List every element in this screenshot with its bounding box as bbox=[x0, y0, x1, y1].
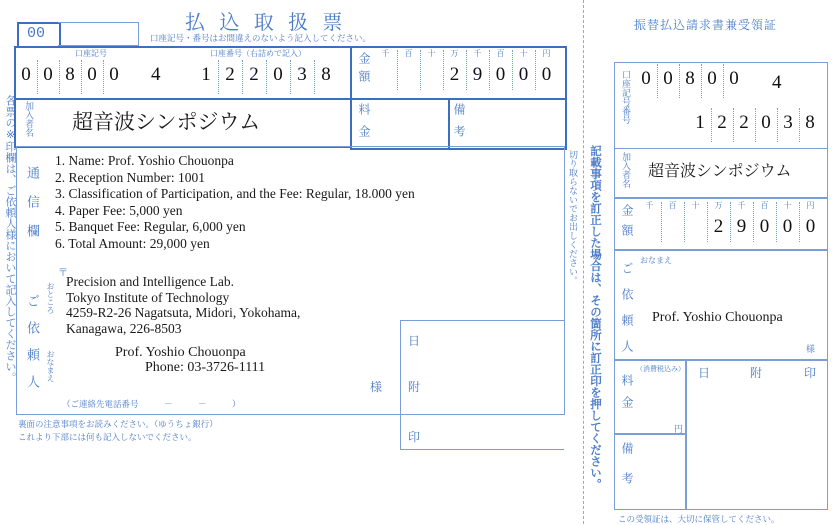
payee-name: 超音波シンポジウム bbox=[72, 110, 261, 134]
message-lines bbox=[55, 153, 415, 252]
amount-digit: 9 bbox=[736, 216, 747, 237]
digit-cell: 3 bbox=[297, 64, 307, 85]
account-number-label: 口座番号（右詰めで記入） bbox=[210, 49, 306, 58]
receipt-fee-label: 料金 bbox=[620, 374, 634, 418]
receipt-honorific: 様 bbox=[806, 345, 816, 355]
footer-notice: 裏面の注意事項をお読みください。（ゆうちょ銀行） bbox=[18, 420, 218, 430]
amount-unit-label: 百 bbox=[760, 201, 769, 210]
address-label: おところ bbox=[46, 282, 55, 314]
code-box[interactable] bbox=[17, 22, 61, 48]
receipt-fee-note: （消費税込み） bbox=[636, 365, 685, 373]
amount-unit-label: 千 bbox=[473, 49, 482, 58]
amount-unit-label: 百 bbox=[668, 201, 677, 210]
requester-phone: Phone: 03-3726-1111 bbox=[145, 360, 266, 375]
correction-notice: 記載事項を訂正した場合は、その箇所に訂正印を押してください。 bbox=[589, 145, 603, 490]
amount-unit-label: 十 bbox=[427, 49, 436, 58]
left-side-notice: 各票の※印欄は、ご依頼人様において記入してください。 bbox=[4, 95, 17, 383]
digit-cell: 0 bbox=[43, 64, 53, 85]
amount-unit-label: 百 bbox=[496, 49, 505, 58]
amount-digit: 2 bbox=[449, 64, 460, 85]
footer-dashed-line bbox=[16, 414, 400, 415]
digit-cell: 1 bbox=[695, 112, 705, 133]
amount-unit-label: 十 bbox=[783, 201, 792, 210]
receipt-title: 振替払込請求書兼受領証 bbox=[634, 18, 778, 32]
text-line: 6. Total Amount: 29,000 yen bbox=[55, 235, 210, 251]
text-line: Tokyo Institute of Technology bbox=[66, 289, 230, 305]
digit-cell: 1 bbox=[201, 64, 211, 85]
remarks-label: 備考 bbox=[452, 103, 466, 147]
amount-digit: 0 bbox=[495, 64, 506, 85]
text-line: 1. Name: Prof. Yoshio Chouonpa bbox=[55, 153, 234, 168]
text-line: Kanagawa, 226-8503 bbox=[66, 320, 182, 336]
amount-unit-label: 万 bbox=[714, 201, 723, 210]
amount-label: 金額 bbox=[357, 52, 371, 88]
perforation-line bbox=[583, 0, 584, 524]
digit-cell: 8 bbox=[685, 68, 695, 89]
amount-unit-label: 十 bbox=[691, 201, 700, 210]
digit-cell: 2 bbox=[717, 112, 727, 133]
amount-unit-label: 十 bbox=[519, 49, 528, 58]
receipt-date-stamp-box bbox=[686, 360, 828, 510]
digit-cell: 0 bbox=[87, 64, 97, 85]
amount-unit-label: 円 bbox=[806, 201, 815, 210]
digit-cell: 3 bbox=[783, 112, 793, 133]
date-stamp-attach: 附 bbox=[408, 380, 421, 394]
receipt-payee-label: 加入者名 bbox=[620, 152, 630, 188]
amount-digit: 2 bbox=[713, 216, 724, 237]
digit-cell: 0 bbox=[21, 64, 31, 85]
amount-unit-label: 百 bbox=[404, 49, 413, 58]
digit-cell: 0 bbox=[761, 112, 771, 133]
name-label: おなまえ bbox=[46, 350, 55, 382]
amount-unit-label: 円 bbox=[542, 49, 551, 58]
code-box-extension bbox=[58, 22, 139, 46]
address-lines bbox=[66, 274, 300, 336]
text-line: Precision and Intelligence Lab. bbox=[66, 274, 234, 289]
receipt-name-label: おなまえ bbox=[640, 256, 672, 265]
requester-name: Prof. Yoshio Chouonpa bbox=[115, 345, 246, 360]
amount-unit-label: 万 bbox=[450, 49, 459, 58]
text-line: 2. Reception Number: 1001 bbox=[55, 169, 205, 185]
digit-cell: 2 bbox=[249, 64, 259, 85]
fee-label: 料金 bbox=[357, 103, 371, 147]
requester-label: ご依頼人 bbox=[24, 294, 39, 402]
digit-cell: 0 bbox=[641, 68, 651, 89]
text-line: 3. Classification of Participation, and the Fee: Regular, 18.000 yen bbox=[55, 186, 415, 201]
receipt-payee-name: 超音波シンポジウム bbox=[648, 161, 792, 180]
amount-digit: 0 bbox=[782, 216, 793, 237]
digit-cell: 8 bbox=[65, 64, 75, 85]
top-notice: 口座記号・番号はお間違えのないよう記入してください。 bbox=[150, 34, 372, 44]
amount-digit: 9 bbox=[472, 64, 483, 85]
amount-unit-label: 千 bbox=[381, 49, 390, 58]
payee-label: 加入者名 bbox=[23, 101, 33, 137]
digit-cell: 0 bbox=[729, 68, 739, 89]
receipt-requester-box bbox=[614, 250, 828, 360]
receipt-footer: この受領証は、大切に保管してください。 bbox=[618, 515, 780, 525]
amount-digit: 0 bbox=[541, 64, 552, 85]
code-box-value: 00 bbox=[27, 25, 46, 42]
receipt-requester-label: ご依頼人 bbox=[620, 262, 634, 366]
text-line: 4259-R2-26 Nagatsuta, Midori, Yokohama, bbox=[66, 305, 301, 320]
receipt-date-attach: 附 bbox=[750, 366, 763, 380]
text-line: 5. Banquet Fee: Regular, 6,000 yen bbox=[55, 219, 246, 234]
amount-digit: 0 bbox=[518, 64, 529, 85]
digit-cell: 2 bbox=[739, 112, 749, 133]
digit-cell: 8 bbox=[321, 64, 331, 85]
receipt-account-label: 口座記号番号 bbox=[620, 70, 630, 124]
receipt-amount-label: 金額 bbox=[620, 204, 634, 244]
amount-digit: 0 bbox=[805, 216, 816, 237]
amount-unit-label: 千 bbox=[737, 201, 746, 210]
message-label: 通信欄 bbox=[24, 166, 39, 253]
form-title: 払 込 取 扱 票 bbox=[185, 10, 347, 34]
honorific: 様 bbox=[370, 380, 383, 394]
receipt-requester-name: Prof. Yoshio Chouonpa bbox=[652, 310, 783, 325]
text-line: 4. Paper Fee: 5,000 yen bbox=[55, 202, 183, 218]
date-stamp-day: 日 bbox=[408, 334, 421, 348]
amount-digit: 0 bbox=[759, 216, 770, 237]
account-symbol-label: 口座記号 bbox=[75, 49, 107, 58]
digit-cell: 2 bbox=[225, 64, 235, 85]
digit-cell: 0 bbox=[707, 68, 717, 89]
receipt-remarks-label: 備考 bbox=[620, 442, 634, 502]
receipt-yen: 円 bbox=[674, 425, 684, 435]
contact-phone-label: （ご連絡先電話番号 － － ） bbox=[62, 400, 241, 410]
digit-cell: 0 bbox=[663, 68, 673, 89]
date-stamp-box bbox=[400, 320, 564, 450]
postal-mark: 〒 bbox=[58, 268, 68, 279]
receipt-date-day: 日 bbox=[698, 366, 711, 380]
date-stamp-seal: 印 bbox=[408, 430, 421, 444]
receipt-date-seal: 印 bbox=[804, 366, 817, 380]
footer-no-write: これより下部には何も記入しないでください。 bbox=[18, 433, 197, 443]
account-symbol-suffix: 4 bbox=[151, 64, 161, 85]
digit-cell: 0 bbox=[273, 64, 283, 85]
cut-notice: 切り取らないでお出しください。 bbox=[567, 150, 577, 285]
digit-cell: 8 bbox=[805, 112, 815, 133]
amount-unit-label: 千 bbox=[645, 201, 654, 210]
digit-cell: 0 bbox=[109, 64, 119, 85]
receipt-symbol-suffix: 4 bbox=[772, 72, 782, 93]
